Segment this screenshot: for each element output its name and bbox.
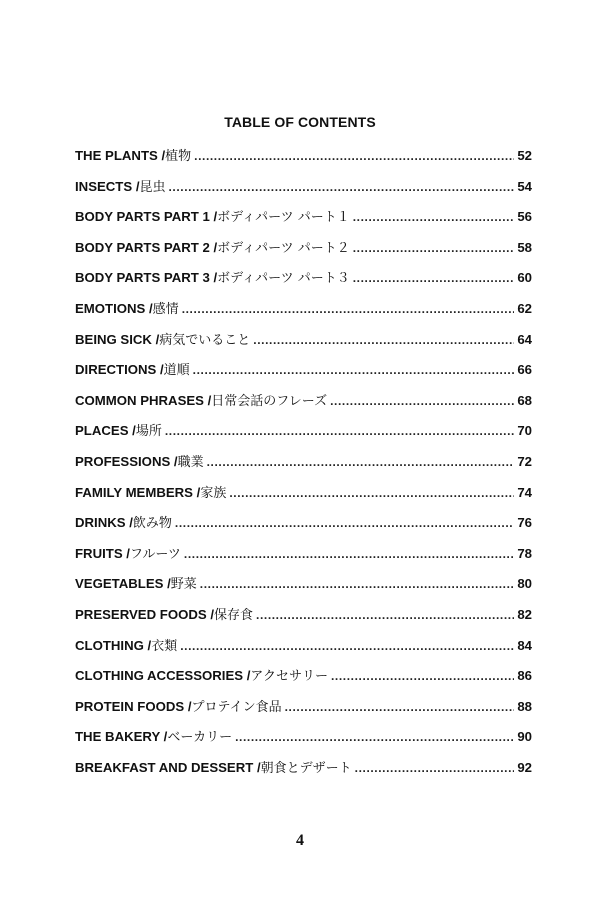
toc-entry-page: 60: [517, 270, 532, 286]
toc-entry-english: BEING SICK /: [75, 331, 160, 347]
toc-entry: [75, 726, 532, 757]
toc-entry-japanese: 野菜: [170, 577, 197, 593]
dot-leader: [353, 241, 515, 255]
toc-entry-page: 54: [517, 178, 532, 194]
toc-entry: [75, 757, 532, 788]
toc-entry: [75, 543, 532, 574]
dot-leader: [355, 761, 515, 775]
toc-entry-english: PRESERVED FOODS /: [75, 606, 214, 622]
toc-entry-english: EMOTIONS /: [75, 300, 153, 316]
toc-entry-japanese: 衣類: [151, 638, 178, 654]
dot-leader: [353, 271, 515, 285]
toc-entry-english: BREAKFAST AND DESSERT /: [75, 759, 261, 775]
toc-entry-japanese: ボディパーツ パート３: [217, 271, 350, 287]
toc-entry: [75, 573, 532, 604]
dot-leader: [235, 730, 514, 744]
toc-entry-english: PLACES /: [75, 423, 136, 439]
toc-entry-english: FRUITS /: [75, 545, 130, 561]
toc-entry-page: 62: [517, 300, 532, 316]
toc-entry-english: CLOTHING /: [75, 637, 152, 653]
toc-entry-english: COMMON PHRASES /: [75, 392, 212, 408]
toc-entry-page: 72: [517, 453, 532, 469]
toc-entry-english: DRINKS /: [75, 515, 133, 531]
toc-entry-japanese: ベーカリー: [167, 730, 233, 746]
page-number: 4: [296, 832, 304, 849]
toc-entry-page: 90: [517, 729, 532, 745]
toc-entry-japanese: 感情: [152, 301, 179, 317]
toc-entry-english: PROFESSIONS /: [75, 453, 178, 469]
toc-entry-english: PROTEIN FOODS /: [75, 698, 192, 714]
toc-list: [75, 145, 532, 787]
toc-entry-japanese: アクセサリー: [250, 669, 328, 685]
toc-entry-english: VEGETABLES /: [75, 576, 171, 592]
toc-entry: [75, 298, 532, 329]
toc-entry-english: THE BAKERY /: [75, 729, 168, 745]
toc-entry-japanese: 家族: [200, 485, 227, 501]
toc-entry-japanese: 昆虫: [139, 179, 166, 195]
toc-entry: [75, 237, 532, 268]
toc-entry-page: 56: [517, 209, 532, 225]
toc-entry-english: DIRECTIONS /: [75, 362, 164, 378]
toc-entry-japanese: 朝食とデザート: [260, 760, 352, 776]
toc-entry-english: BODY PARTS PART 1 /: [75, 209, 218, 225]
dot-leader: [331, 669, 514, 683]
toc-entry-page: 80: [517, 576, 532, 592]
dot-leader: [165, 424, 514, 438]
toc-entry: [75, 696, 532, 727]
toc-entry-english: BODY PARTS PART 2 /: [75, 239, 218, 255]
toc-entry-japanese: 道順: [163, 363, 190, 379]
toc-entry-japanese: 植物: [165, 149, 192, 164]
toc-entry: [75, 206, 532, 237]
dot-leader: [256, 608, 514, 622]
dot-leader: [182, 302, 515, 316]
toc-entry-japanese: フルーツ: [129, 546, 181, 562]
toc-entry-page: 78: [517, 545, 532, 561]
toc-entry-english: CLOTHING ACCESSORIES /: [75, 668, 251, 684]
dot-leader: [184, 547, 514, 561]
toc-entry-page: 92: [517, 759, 532, 775]
toc-entry-page: 52: [517, 148, 532, 163]
toc-entry: [75, 512, 532, 543]
toc-entry-japanese: 職業: [177, 454, 204, 470]
toc-title: TABLE OF CONTENTS: [224, 114, 376, 130]
toc-entry: [75, 482, 532, 513]
toc-entry-english: FAMILY MEMBERS /: [75, 484, 201, 500]
toc-entry-japanese: 日常会話のフレーズ: [211, 393, 328, 409]
toc-entry-japanese: ボディパーツ パート２: [217, 240, 350, 256]
dot-leader: [253, 333, 514, 347]
toc-entry: [75, 604, 532, 635]
dot-leader: [330, 394, 514, 408]
toc-entry-english: INSECTS /: [75, 178, 140, 194]
toc-entry-japanese: 場所: [135, 424, 162, 440]
dot-leader: [193, 363, 515, 377]
toc-entry-page: 76: [517, 515, 532, 531]
toc-entry-japanese: プロテイン食品: [191, 699, 282, 715]
toc-entry: [75, 420, 532, 451]
dot-leader: [194, 149, 514, 163]
toc-entry-japanese: 病気でいること: [159, 332, 251, 348]
toc-entry-english: THE PLANTS /: [75, 148, 166, 163]
toc-entry: [75, 635, 532, 666]
toc-entry-page: 74: [517, 484, 532, 500]
toc-entry-japanese: 保存食: [214, 607, 254, 623]
toc-entry: [75, 390, 532, 421]
dot-leader: [353, 210, 515, 224]
toc-entry-page: 82: [517, 606, 532, 622]
toc-entry-page: 88: [517, 698, 532, 714]
toc-entry: [75, 359, 532, 390]
dot-leader: [169, 180, 515, 194]
toc-entry-page: 66: [517, 362, 532, 378]
dot-leader: [180, 639, 514, 653]
dot-leader: [285, 700, 515, 714]
toc-entry: [75, 329, 532, 360]
toc-entry-english: BODY PARTS PART 3 /: [75, 270, 218, 286]
toc-entry-japanese: 飲み物: [132, 516, 172, 532]
dot-leader: [207, 455, 515, 469]
toc-entry: [75, 176, 532, 207]
dot-leader: [175, 516, 514, 530]
toc-entry: [75, 145, 532, 176]
toc-entry: [75, 665, 532, 696]
toc-entry-page: 70: [517, 423, 532, 439]
dot-leader: [200, 577, 515, 591]
dot-leader: [229, 486, 514, 500]
toc-entry-japanese: ボディパーツ パート１: [217, 210, 350, 226]
toc-entry-page: 68: [517, 392, 532, 408]
toc-entry-page: 58: [517, 239, 532, 255]
toc-entry-page: 86: [517, 668, 532, 684]
toc-entry-page: 64: [517, 331, 532, 347]
toc-entry: [75, 451, 532, 482]
toc-entry: [75, 267, 532, 298]
toc-entry-page: 84: [517, 637, 532, 653]
